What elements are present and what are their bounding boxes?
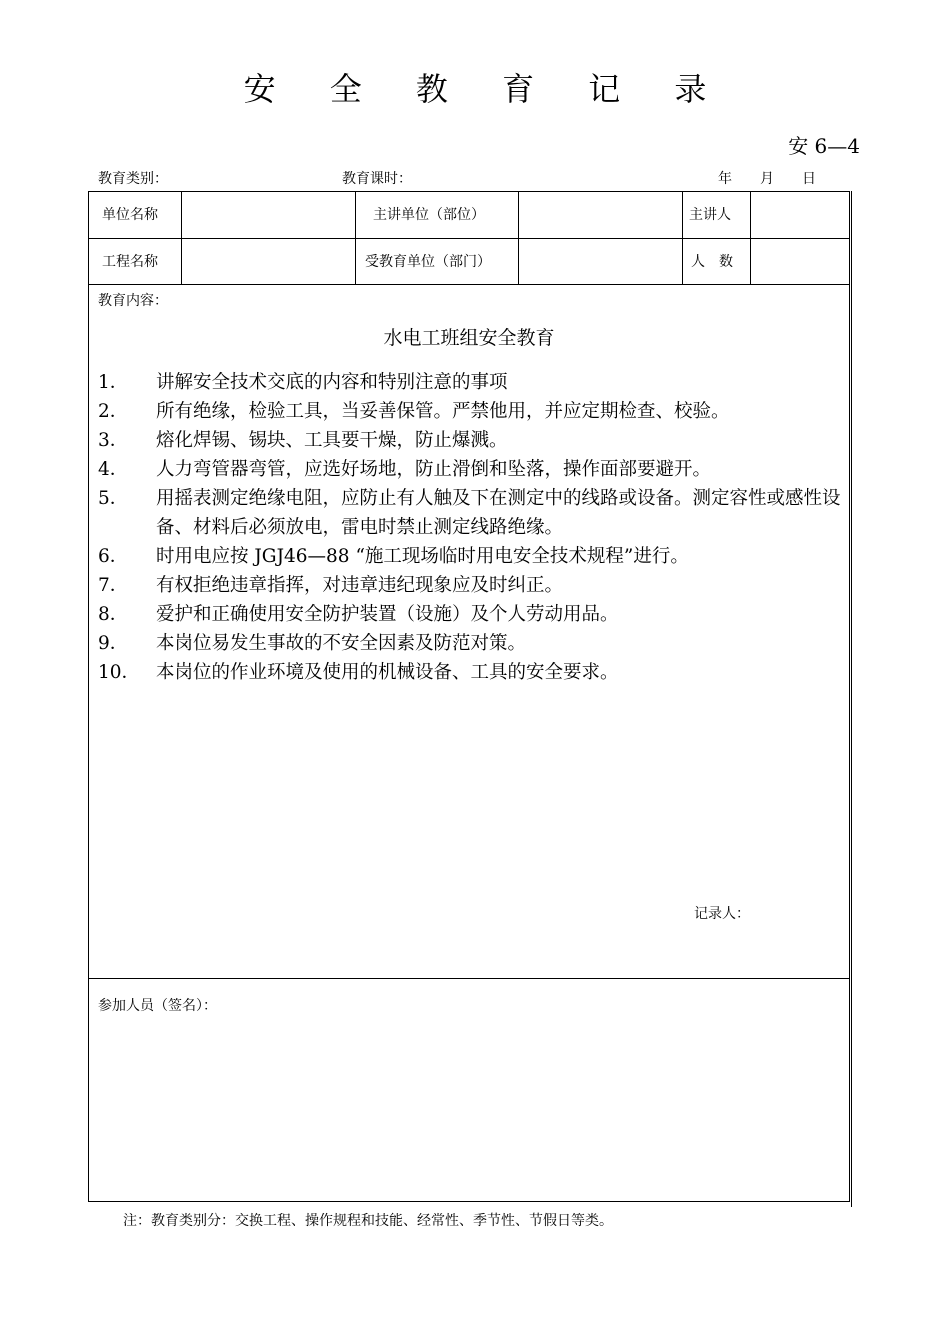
item-text: 时用电应按 JGJ46—88 “施工现场临时用电安全技术规程”进行。: [156, 546, 689, 567]
education-type-label: 教育类别：: [98, 171, 168, 187]
column-divider: [181, 192, 182, 285]
column-divider: [518, 192, 519, 285]
project-name-label: 工程名称: [102, 254, 158, 270]
list-item: [98, 542, 843, 571]
list-item: [98, 397, 843, 426]
lecture-unit-label: 主讲单位（部位）: [373, 207, 485, 223]
list-item: [98, 629, 843, 658]
page-title: 安 全 教 育 记 录: [243, 70, 729, 108]
row-divider: [89, 978, 849, 979]
item-number: 10．: [98, 662, 141, 683]
item-number: 7．: [98, 575, 129, 596]
column-divider: [355, 192, 356, 285]
row-divider: [89, 238, 849, 239]
item-number: 5．: [98, 488, 129, 509]
content-heading: 水电工班组安全教育: [383, 327, 555, 349]
list-item: [98, 455, 843, 484]
meta-row: [98, 168, 850, 190]
row-divider: [89, 284, 849, 285]
item-text: 所有绝缘，检验工具，当妥善保管。严禁他用，并应定期检查、校验。: [156, 401, 730, 422]
list-item: [98, 484, 843, 542]
item-number: 9．: [98, 633, 129, 654]
recorder-label: 记录人：: [694, 906, 750, 922]
item-text: 讲解安全技术交底的内容和特别注意的事项: [156, 372, 508, 393]
list-item: [98, 600, 843, 629]
form-code: 安 6—4: [788, 134, 860, 158]
unit-name-label: 单位名称: [102, 207, 158, 223]
record-form: [88, 191, 850, 1202]
education-item-list: [98, 368, 843, 687]
column-divider: [682, 192, 683, 285]
item-text: 人力弯管器弯管，应选好场地，防止滑倒和坠落，操作面部要避开。: [156, 459, 712, 480]
column-divider: [750, 192, 751, 285]
headcount-label: 人 数: [691, 254, 733, 270]
participants-label: 参加人员（签名）：: [98, 998, 217, 1014]
education-hours-label: 教育课时：: [342, 171, 412, 187]
month-label: 月: [760, 171, 774, 187]
item-text: 有权拒绝违章指挥，对违章违纪现象应及时纠正。: [156, 575, 564, 596]
lecturer-label: 主讲人: [689, 207, 731, 223]
item-text: 本岗位易发生事故的不安全因素及防范对策。: [156, 633, 527, 654]
item-number: 3．: [98, 430, 129, 451]
list-item: [98, 368, 843, 397]
year-label: 年: [718, 171, 732, 187]
educated-unit-label: 受教育单位（部门）: [365, 254, 491, 270]
frame-edge: [851, 191, 852, 1207]
day-label: 日: [802, 171, 816, 187]
item-text: 爱护和正确使用安全防护装置（设施）及个人劳动用品。: [156, 604, 619, 625]
list-item: [98, 571, 843, 600]
item-number: 8．: [98, 604, 129, 625]
footnote: 注：教育类别分：交换工程、操作规程和技能、经常性、季节性、节假日等类。: [123, 1213, 613, 1229]
item-number: 2．: [98, 401, 129, 422]
item-number: 6．: [98, 546, 129, 567]
item-text: 熔化焊锡、锡块、工具要干燥，防止爆溅。: [156, 430, 508, 451]
item-number: 4．: [98, 459, 129, 480]
item-text: 用摇表测定绝缘电阻，应防止有人触及下在测定中的线路或设备。测定容性或感性设备、材料后必须放电，雷电时禁止测定线路绝缘。: [156, 488, 841, 538]
item-text: 本岗位的作业环境及使用的机械设备、工具的安全要求。: [156, 662, 619, 683]
list-item: [98, 658, 843, 687]
content-label: 教育内容：: [98, 293, 168, 309]
item-number: 1．: [98, 372, 129, 393]
list-item: [98, 426, 843, 455]
